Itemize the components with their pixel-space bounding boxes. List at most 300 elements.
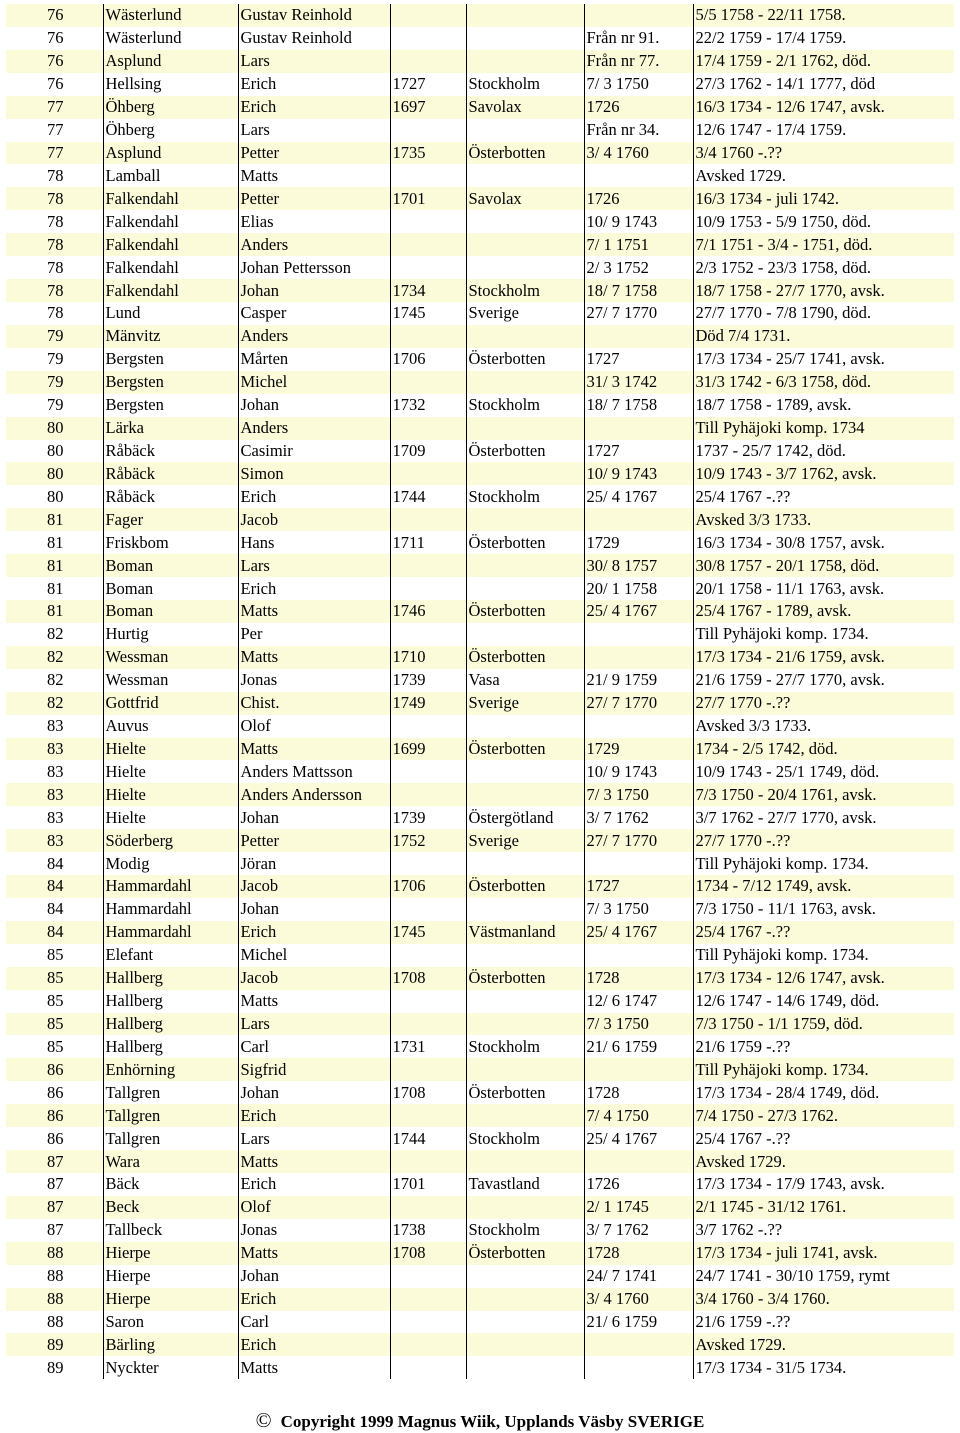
given-name-cell: Johan — [238, 1265, 390, 1288]
birth-year-cell: 1752 — [390, 829, 466, 852]
birth-year-cell — [390, 1356, 466, 1379]
table-row — [6, 944, 954, 967]
service-period-cell: 7/3 1750 - 20/4 1761, avsk. — [693, 783, 954, 806]
birth-year-cell — [390, 119, 466, 142]
rote-number-cell: 79 — [6, 394, 103, 417]
birthplace-cell — [466, 1013, 584, 1036]
table-row — [6, 715, 954, 738]
birth-year-cell: 1708 — [390, 967, 466, 990]
enlisted-cell: 2/ 1 1745 — [584, 1196, 693, 1219]
service-period-cell: 18/7 1758 - 1789, avsk. — [693, 394, 954, 417]
rote-number-cell: 78 — [6, 256, 103, 279]
table-row — [6, 875, 954, 898]
rote-number-cell: 83 — [6, 829, 103, 852]
birthplace-cell — [466, 508, 584, 531]
service-period-cell: 16/3 1734 - 12/6 1747, avsk. — [693, 96, 954, 119]
enlisted-cell: 27/ 7 1770 — [584, 692, 693, 715]
surname-cell: Fager — [103, 508, 238, 531]
table-row — [6, 210, 954, 233]
rote-number-cell: 84 — [6, 875, 103, 898]
birth-year-cell: 1744 — [390, 1127, 466, 1150]
rote-number-cell: 81 — [6, 531, 103, 554]
rote-number-cell: 86 — [6, 1127, 103, 1150]
birth-year-cell: 1701 — [390, 187, 466, 210]
given-name-cell: Lars — [238, 554, 390, 577]
service-period-cell: 5/5 1758 - 22/11 1758. — [693, 4, 954, 27]
service-period-cell: 1734 - 7/12 1749, avsk. — [693, 875, 954, 898]
enlisted-cell: 1729 — [584, 738, 693, 761]
enlisted-cell: 30/ 8 1757 — [584, 554, 693, 577]
birth-year-cell — [390, 715, 466, 738]
rote-number-cell: 83 — [6, 738, 103, 761]
table-row — [6, 600, 954, 623]
given-name-cell: Anders — [238, 417, 390, 440]
surname-cell: Öhberg — [103, 96, 238, 119]
birth-year-cell — [390, 27, 466, 50]
service-period-cell: 7/4 1750 - 27/3 1762. — [693, 1104, 954, 1127]
given-name-cell: Petter — [238, 829, 390, 852]
birthplace-cell: Österbotten — [466, 531, 584, 554]
birthplace-cell: Österbotten — [466, 440, 584, 463]
birthplace-cell: Savolax — [466, 187, 584, 210]
birth-year-cell — [390, 1333, 466, 1356]
rote-number-cell: 88 — [6, 1265, 103, 1288]
birthplace-cell: Österbotten — [466, 875, 584, 898]
soldier-register-table — [6, 4, 954, 1379]
rote-number-cell: 83 — [6, 783, 103, 806]
service-period-cell: 21/6 1759 -.?? — [693, 1035, 954, 1058]
service-period-cell: Död 7/4 1731. — [693, 325, 954, 348]
birthplace-cell: Österbotten — [466, 1081, 584, 1104]
birthplace-cell — [466, 256, 584, 279]
enlisted-cell: 1729 — [584, 531, 693, 554]
surname-cell: Öhberg — [103, 119, 238, 142]
birthplace-cell — [466, 783, 584, 806]
birthplace-cell — [466, 1333, 584, 1356]
enlisted-cell — [584, 1058, 693, 1081]
given-name-cell: Elias — [238, 210, 390, 233]
service-period-cell: 17/3 1734 - juli 1741, avsk. — [693, 1242, 954, 1265]
service-period-cell: 2/1 1745 - 31/12 1761. — [693, 1196, 954, 1219]
table-row — [6, 394, 954, 417]
surname-cell: Hurtig — [103, 623, 238, 646]
service-period-cell: 3/4 1760 -.?? — [693, 142, 954, 165]
enlisted-cell: 25/ 4 1767 — [584, 485, 693, 508]
birth-year-cell: 1738 — [390, 1219, 466, 1242]
service-period-cell: Avsked 3/3 1733. — [693, 715, 954, 738]
enlisted-cell: 25/ 4 1767 — [584, 921, 693, 944]
service-period-cell: 17/3 1734 - 25/7 1741, avsk. — [693, 348, 954, 371]
birth-year-cell: 1727 — [390, 73, 466, 96]
enlisted-cell: 1727 — [584, 440, 693, 463]
given-name-cell: Mårten — [238, 348, 390, 371]
given-name-cell: Carl — [238, 1311, 390, 1334]
rote-number-cell: 76 — [6, 50, 103, 73]
birthplace-cell: Tavastland — [466, 1173, 584, 1196]
birth-year-cell: 1701 — [390, 1173, 466, 1196]
birthplace-cell — [466, 1288, 584, 1311]
table-row — [6, 738, 954, 761]
enlisted-cell: 21/ 9 1759 — [584, 669, 693, 692]
surname-cell: Hielte — [103, 806, 238, 829]
service-period-cell: 21/6 1759 -.?? — [693, 1311, 954, 1334]
service-period-cell: 25/4 1767 -.?? — [693, 1127, 954, 1150]
table-row — [6, 1333, 954, 1356]
surname-cell: Hallberg — [103, 1035, 238, 1058]
surname-cell: Tallbeck — [103, 1219, 238, 1242]
table-row — [6, 829, 954, 852]
given-name-cell: Lars — [238, 1127, 390, 1150]
given-name-cell: Jacob — [238, 875, 390, 898]
service-period-cell: 1737 - 25/7 1742, död. — [693, 440, 954, 463]
surname-cell: Falkendahl — [103, 256, 238, 279]
birth-year-cell: 1732 — [390, 394, 466, 417]
birth-year-cell — [390, 164, 466, 187]
surname-cell: Wästerlund — [103, 4, 238, 27]
table-row — [6, 508, 954, 531]
service-period-cell: 10/9 1753 - 5/9 1750, död. — [693, 210, 954, 233]
given-name-cell: Michel — [238, 944, 390, 967]
register-body — [6, 4, 954, 1379]
surname-cell: Auvus — [103, 715, 238, 738]
birth-year-cell — [390, 1058, 466, 1081]
table-row — [6, 990, 954, 1013]
rote-number-cell: 79 — [6, 325, 103, 348]
rote-number-cell: 86 — [6, 1058, 103, 1081]
table-row — [6, 302, 954, 325]
birth-year-cell — [390, 1288, 466, 1311]
birthplace-cell: Stockholm — [466, 485, 584, 508]
birthplace-cell: Österbotten — [466, 1242, 584, 1265]
enlisted-cell: 7/ 1 1751 — [584, 233, 693, 256]
birth-year-cell: 1706 — [390, 875, 466, 898]
birthplace-cell: Vasa — [466, 669, 584, 692]
surname-cell: Falkendahl — [103, 187, 238, 210]
surname-cell: Boman — [103, 577, 238, 600]
table-row — [6, 623, 954, 646]
surname-cell: Hallberg — [103, 967, 238, 990]
service-period-cell: Avsked 1729. — [693, 1150, 954, 1173]
rote-number-cell: 85 — [6, 1013, 103, 1036]
table-row — [6, 692, 954, 715]
birth-year-cell — [390, 898, 466, 921]
table-row — [6, 4, 954, 27]
surname-cell: Falkendahl — [103, 210, 238, 233]
surname-cell: Hierpe — [103, 1265, 238, 1288]
rote-number-cell: 88 — [6, 1288, 103, 1311]
surname-cell: Beck — [103, 1196, 238, 1219]
given-name-cell: Jacob — [238, 967, 390, 990]
copyright-footer — [0, 1408, 960, 1433]
service-period-cell: Till Pyhäjoki komp. 1734. — [693, 1058, 954, 1081]
service-period-cell: 18/7 1758 - 27/7 1770, avsk. — [693, 279, 954, 302]
surname-cell: Bergsten — [103, 394, 238, 417]
enlisted-cell: 3/ 4 1760 — [584, 142, 693, 165]
service-period-cell: 12/6 1747 - 17/4 1759. — [693, 119, 954, 142]
enlisted-cell: 1728 — [584, 1242, 693, 1265]
rote-number-cell: 87 — [6, 1173, 103, 1196]
birthplace-cell — [466, 1265, 584, 1288]
given-name-cell: Jöran — [238, 852, 390, 875]
enlisted-cell: 25/ 4 1767 — [584, 600, 693, 623]
service-period-cell: 10/9 1743 - 3/7 1762, avsk. — [693, 462, 954, 485]
surname-cell: Tallgren — [103, 1127, 238, 1150]
service-period-cell: Till Pyhäjoki komp. 1734. — [693, 944, 954, 967]
birth-year-cell: 1697 — [390, 96, 466, 119]
enlisted-cell: Från nr 91. — [584, 27, 693, 50]
table-row — [6, 279, 954, 302]
enlisted-cell: 7/ 3 1750 — [584, 1013, 693, 1036]
table-row — [6, 1242, 954, 1265]
enlisted-cell — [584, 715, 693, 738]
service-period-cell: 21/6 1759 - 27/7 1770, avsk. — [693, 669, 954, 692]
enlisted-cell: 10/ 9 1743 — [584, 462, 693, 485]
enlisted-cell — [584, 4, 693, 27]
given-name-cell: Gustav Reinhold — [238, 4, 390, 27]
rote-number-cell: 76 — [6, 73, 103, 96]
surname-cell: Wessman — [103, 669, 238, 692]
birthplace-cell: Stockholm — [466, 1035, 584, 1058]
rote-number-cell: 80 — [6, 485, 103, 508]
birth-year-cell — [390, 1104, 466, 1127]
service-period-cell: 3/7 1762 -.?? — [693, 1219, 954, 1242]
enlisted-cell: 3/ 7 1762 — [584, 1219, 693, 1242]
birthplace-cell: Österbotten — [466, 348, 584, 371]
table-row — [6, 669, 954, 692]
given-name-cell: Anders Andersson — [238, 783, 390, 806]
table-row — [6, 921, 954, 944]
service-period-cell: 17/4 1759 - 2/1 1762, död. — [693, 50, 954, 73]
given-name-cell: Matts — [238, 1356, 390, 1379]
enlisted-cell: 7/ 3 1750 — [584, 783, 693, 806]
birthplace-cell: Österbotten — [466, 967, 584, 990]
copyright-text: Copyright 1999 Magnus Wiik, Upplands Väsby SVERIGE — [280, 1412, 705, 1431]
birthplace-cell — [466, 554, 584, 577]
birthplace-cell — [466, 1196, 584, 1219]
surname-cell: Hellsing — [103, 73, 238, 96]
rote-number-cell: 82 — [6, 692, 103, 715]
surname-cell: Söderberg — [103, 829, 238, 852]
birthplace-cell — [466, 50, 584, 73]
surname-cell: Boman — [103, 554, 238, 577]
table-row — [6, 96, 954, 119]
table-row — [6, 898, 954, 921]
rote-number-cell: 83 — [6, 760, 103, 783]
rote-number-cell: 77 — [6, 96, 103, 119]
surname-cell: Friskbom — [103, 531, 238, 554]
birth-year-cell: 1706 — [390, 348, 466, 371]
service-period-cell: 1734 - 2/5 1742, död. — [693, 738, 954, 761]
service-period-cell: Till Pyhäjoki komp. 1734. — [693, 852, 954, 875]
service-period-cell: 17/3 1734 - 21/6 1759, avsk. — [693, 646, 954, 669]
surname-cell: Bärling — [103, 1333, 238, 1356]
birthplace-cell — [466, 119, 584, 142]
surname-cell: Hierpe — [103, 1288, 238, 1311]
enlisted-cell: 1728 — [584, 967, 693, 990]
table-row — [6, 806, 954, 829]
service-period-cell: 17/3 1734 - 17/9 1743, avsk. — [693, 1173, 954, 1196]
service-period-cell: 3/4 1760 - 3/4 1760. — [693, 1288, 954, 1311]
given-name-cell: Matts — [238, 164, 390, 187]
birthplace-cell — [466, 623, 584, 646]
given-name-cell: Johan — [238, 279, 390, 302]
table-row — [6, 485, 954, 508]
given-name-cell: Lars — [238, 119, 390, 142]
birthplace-cell — [466, 944, 584, 967]
enlisted-cell — [584, 1150, 693, 1173]
surname-cell: Wara — [103, 1150, 238, 1173]
surname-cell: Enhörning — [103, 1058, 238, 1081]
given-name-cell: Jacob — [238, 508, 390, 531]
table-row — [6, 1058, 954, 1081]
service-period-cell: 16/3 1734 - juli 1742. — [693, 187, 954, 210]
rote-number-cell: 88 — [6, 1311, 103, 1334]
rote-number-cell: 84 — [6, 852, 103, 875]
service-period-cell: 25/4 1767 - 1789, avsk. — [693, 600, 954, 623]
surname-cell: Hammardahl — [103, 898, 238, 921]
surname-cell: Boman — [103, 600, 238, 623]
service-period-cell: 17/3 1734 - 31/5 1734. — [693, 1356, 954, 1379]
service-period-cell: Avsked 1729. — [693, 1333, 954, 1356]
birthplace-cell — [466, 1104, 584, 1127]
birthplace-cell — [466, 371, 584, 394]
birth-year-cell: 1744 — [390, 485, 466, 508]
given-name-cell: Erich — [238, 485, 390, 508]
rote-number-cell: 79 — [6, 348, 103, 371]
surname-cell: Nyckter — [103, 1356, 238, 1379]
rote-number-cell: 80 — [6, 462, 103, 485]
given-name-cell: Jonas — [238, 669, 390, 692]
birth-year-cell — [390, 944, 466, 967]
rote-number-cell: 83 — [6, 806, 103, 829]
birthplace-cell — [466, 210, 584, 233]
birthplace-cell: Österbotten — [466, 738, 584, 761]
rote-number-cell: 89 — [6, 1356, 103, 1379]
surname-cell: Asplund — [103, 142, 238, 165]
birth-year-cell — [390, 233, 466, 256]
rote-number-cell: 77 — [6, 119, 103, 142]
given-name-cell: Johan — [238, 898, 390, 921]
service-period-cell: 27/3 1762 - 14/1 1777, död — [693, 73, 954, 96]
surname-cell: Råbäck — [103, 462, 238, 485]
birthplace-cell: Stockholm — [466, 279, 584, 302]
table-row — [6, 554, 954, 577]
birth-year-cell: 1745 — [390, 921, 466, 944]
given-name-cell: Matts — [238, 646, 390, 669]
given-name-cell: Petter — [238, 187, 390, 210]
birth-year-cell: 1708 — [390, 1242, 466, 1265]
birth-year-cell — [390, 577, 466, 600]
surname-cell: Asplund — [103, 50, 238, 73]
table-row — [6, 1173, 954, 1196]
table-row — [6, 325, 954, 348]
surname-cell: Falkendahl — [103, 279, 238, 302]
birthplace-cell: Savolax — [466, 96, 584, 119]
birth-year-cell — [390, 1196, 466, 1219]
rote-number-cell: 78 — [6, 210, 103, 233]
surname-cell: Lärka — [103, 417, 238, 440]
table-row — [6, 760, 954, 783]
service-period-cell: 10/9 1743 - 25/1 1749, död. — [693, 760, 954, 783]
given-name-cell: Erich — [238, 1288, 390, 1311]
birthplace-cell — [466, 1356, 584, 1379]
surname-cell: Hammardahl — [103, 875, 238, 898]
table-row — [6, 73, 954, 96]
service-period-cell: 12/6 1747 - 14/6 1749, död. — [693, 990, 954, 1013]
table-row — [6, 577, 954, 600]
rote-number-cell: 84 — [6, 921, 103, 944]
birth-year-cell — [390, 554, 466, 577]
birth-year-cell: 1735 — [390, 142, 466, 165]
birth-year-cell — [390, 1013, 466, 1036]
surname-cell: Hierpe — [103, 1242, 238, 1265]
enlisted-cell: 27/ 7 1770 — [584, 829, 693, 852]
given-name-cell: Chist. — [238, 692, 390, 715]
table-row — [6, 1288, 954, 1311]
enlisted-cell: 1728 — [584, 1081, 693, 1104]
service-period-cell: 27/7 1770 - 7/8 1790, död. — [693, 302, 954, 325]
birth-year-cell: 1708 — [390, 1081, 466, 1104]
rote-number-cell: 87 — [6, 1219, 103, 1242]
given-name-cell: Olof — [238, 1196, 390, 1219]
table-row — [6, 646, 954, 669]
birth-year-cell — [390, 50, 466, 73]
rote-number-cell: 85 — [6, 1035, 103, 1058]
enlisted-cell: 7/ 3 1750 — [584, 73, 693, 96]
rote-number-cell: 78 — [6, 279, 103, 302]
birth-year-cell — [390, 508, 466, 531]
rote-number-cell: 78 — [6, 187, 103, 210]
enlisted-cell: 18/ 7 1758 — [584, 394, 693, 417]
table-row — [6, 967, 954, 990]
given-name-cell: Johan — [238, 1081, 390, 1104]
birthplace-cell — [466, 1058, 584, 1081]
given-name-cell: Michel — [238, 371, 390, 394]
given-name-cell: Anders Mattsson — [238, 760, 390, 783]
enlisted-cell — [584, 325, 693, 348]
rote-number-cell: 87 — [6, 1150, 103, 1173]
rote-number-cell: 83 — [6, 715, 103, 738]
table-row — [6, 348, 954, 371]
rote-number-cell: 85 — [6, 990, 103, 1013]
birth-year-cell — [390, 852, 466, 875]
given-name-cell: Erich — [238, 96, 390, 119]
rote-number-cell: 82 — [6, 669, 103, 692]
enlisted-cell — [584, 944, 693, 967]
table-row — [6, 1150, 954, 1173]
given-name-cell: Simon — [238, 462, 390, 485]
table-row — [6, 142, 954, 165]
enlisted-cell: 12/ 6 1747 — [584, 990, 693, 1013]
enlisted-cell: 31/ 3 1742 — [584, 371, 693, 394]
surname-cell: Hallberg — [103, 990, 238, 1013]
service-period-cell: 7/1 1751 - 3/4 - 1751, död. — [693, 233, 954, 256]
enlisted-cell: 10/ 9 1743 — [584, 210, 693, 233]
table-row — [6, 187, 954, 210]
service-period-cell: 30/8 1757 - 20/1 1758, död. — [693, 554, 954, 577]
enlisted-cell: 1727 — [584, 875, 693, 898]
given-name-cell: Carl — [238, 1035, 390, 1058]
given-name-cell: Hans — [238, 531, 390, 554]
rote-number-cell: 81 — [6, 600, 103, 623]
rote-number-cell: 80 — [6, 440, 103, 463]
table-row — [6, 256, 954, 279]
given-name-cell: Matts — [238, 738, 390, 761]
enlisted-cell: 3/ 4 1760 — [584, 1288, 693, 1311]
service-period-cell: Till Pyhäjoki komp. 1734 — [693, 417, 954, 440]
rote-number-cell: 84 — [6, 898, 103, 921]
given-name-cell: Casimir — [238, 440, 390, 463]
